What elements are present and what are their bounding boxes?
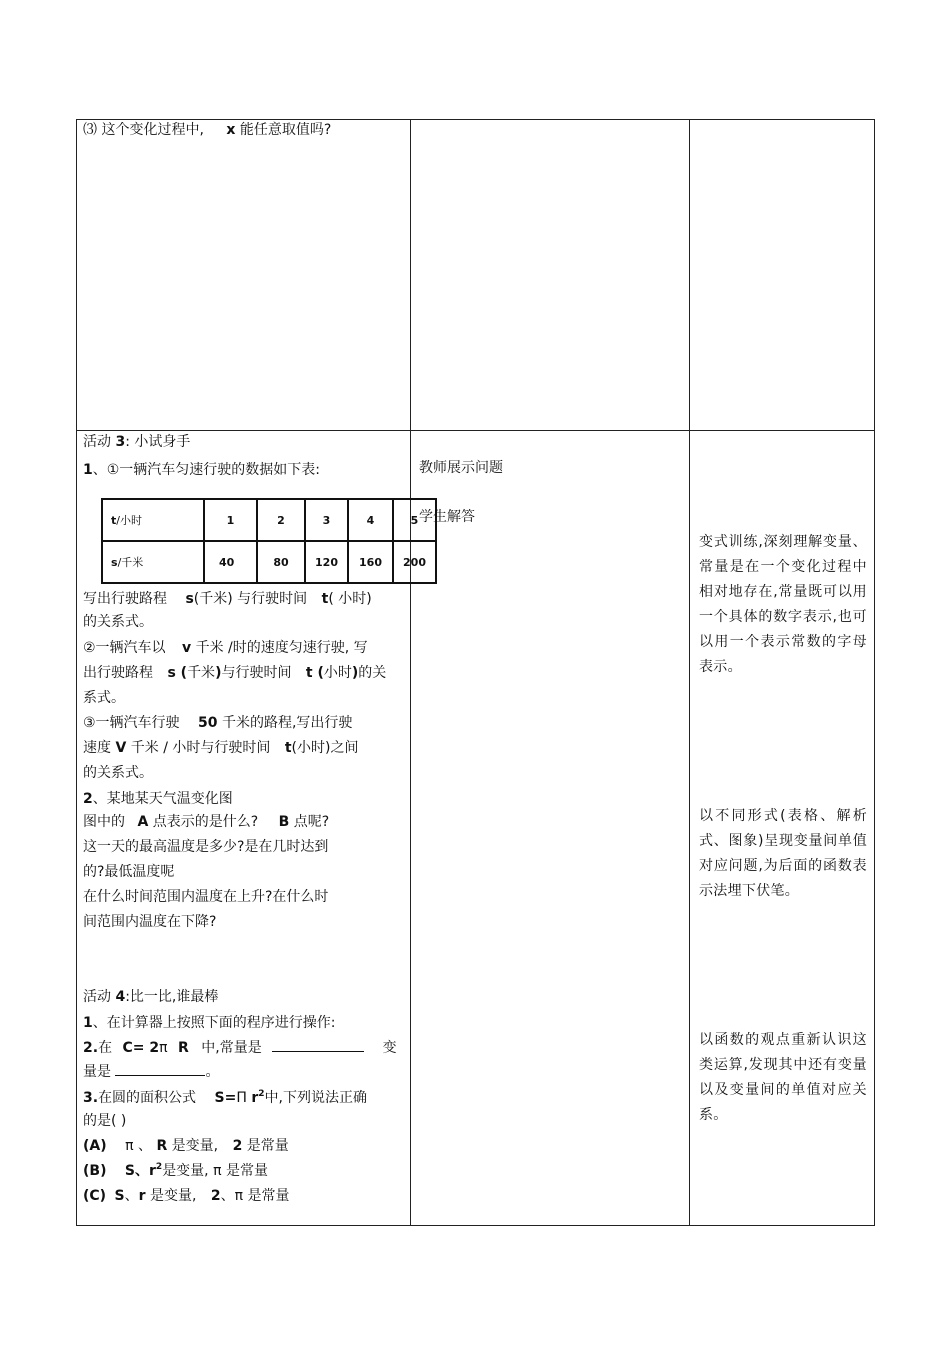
table-cell: 3 [305, 499, 348, 541]
q1b-l2-d: 与行驶时间 [221, 665, 292, 681]
table-cell: 160 [348, 541, 393, 583]
q1b-l1-v: v [182, 640, 192, 656]
q1c-l2-b: 千米 / 小时与行驶时间 [130, 740, 271, 756]
table-bottom-border [76, 1225, 875, 1226]
activity-4-q3-line-2: 的是( ) [83, 1113, 127, 1129]
question-3-prefix: ⑶ 这个变化过程中, [83, 122, 204, 138]
q2-line-3: 的?最低温度呢 [83, 864, 175, 880]
student-action: 学生解答 [419, 509, 475, 525]
q2-line-5: 间范围内温度在下降? [83, 914, 217, 930]
a4q2-c: 变 [382, 1040, 397, 1056]
activity-4-title-prefix: 活动 [83, 989, 111, 1005]
design-note-3: 以函数的观点重新认识这类运算,发现其中还有变量以及变量间的单值对应关系。 [699, 1032, 867, 1123]
table-cell: 2 [257, 499, 305, 541]
q1b-l2-s: s ( [167, 665, 188, 681]
a4q3-b: 中,下列说法正确 [264, 1090, 367, 1106]
a4q2-pi: π [159, 1040, 168, 1056]
q1b-l2-a: 出行驶路程 [83, 665, 153, 681]
q2-l1-b: 点表示的是什么? [152, 814, 259, 830]
q1c-l2-v: V [115, 740, 127, 756]
question-3-suffix: 能任意取值吗? [239, 122, 332, 138]
activity-3-title-num: 3 [115, 434, 126, 450]
design-note-1: 变式训练,深刻理解变量、常量是在一个变化过程中相对地存在,常量既可以用一个具体的数字表示,也可以用一个表示常数的字母表示。 [699, 534, 867, 675]
table-cell: 1 [204, 499, 257, 541]
option-a-text-b: 是变量, [171, 1138, 219, 1154]
q1c-l2-c: (小时)之间 [291, 740, 359, 756]
activity-4-q1-num: 1 [83, 1015, 93, 1031]
q2-l1-a: 图中的 [83, 814, 125, 830]
a4q2-R: R [178, 1040, 189, 1056]
option-c-S: S [114, 1188, 125, 1204]
q1c-l1-a: ③一辆汽车行驶 [83, 715, 180, 731]
q1a-line-2: 的关系式。 [83, 614, 153, 630]
table-row-divider [76, 430, 875, 431]
q1a-l1-s: s [185, 591, 194, 607]
q1c-l1-b: 千米的路程,写出行驶 [221, 715, 353, 731]
table-cell: 80 [257, 541, 305, 583]
a4q3-r: r [251, 1090, 259, 1106]
q2-num: 2 [83, 791, 93, 807]
option-c-n: 2 [210, 1188, 221, 1204]
table-col-divider-2 [689, 119, 690, 1226]
option-c[interactable] [83, 1186, 290, 1206]
q1a-l1-c: ( 小时) [328, 591, 372, 607]
activity-3-q1 [83, 460, 320, 480]
q1b-line-3: 系式。 [83, 690, 125, 706]
q1b-line-1 [83, 638, 368, 658]
option-c-text-c: 、π 是常量 [220, 1188, 290, 1204]
option-c-r: r [138, 1188, 146, 1204]
table-cell: 200 [393, 541, 436, 583]
a4q3-num: 3. [83, 1090, 99, 1106]
option-a-label: (A) [83, 1138, 107, 1154]
option-b[interactable] [83, 1161, 268, 1183]
q1b-l1-a: ②一辆汽车以 [83, 640, 166, 656]
answer-blank-variable[interactable] [115, 1074, 205, 1076]
q1c-l1-n: 50 [198, 715, 218, 731]
table-cell: 120 [305, 541, 348, 583]
table-right-border [874, 119, 875, 1226]
option-a-R: R [156, 1138, 168, 1154]
q2-line-1 [83, 812, 329, 832]
option-b-sup: 2 [155, 1162, 163, 1172]
a4q2-l2-a: 量是 [83, 1064, 111, 1080]
table-row [102, 541, 436, 583]
option-c-text-b: 是变量, [149, 1188, 197, 1204]
table-row [102, 499, 436, 541]
table-cell: 40 [204, 541, 257, 583]
q2-line-2: 这一天的最高温度是多少?是在几时达到 [83, 839, 329, 855]
option-a[interactable] [83, 1136, 289, 1156]
activity-4-q3-line-1 [83, 1088, 367, 1110]
q1b-l2-t: t ( [305, 665, 324, 681]
a4q2-l2-b: 。 [205, 1064, 220, 1080]
q1b-l2-f: ) [351, 665, 359, 681]
q1c-line-1 [83, 713, 352, 733]
table-header-s-unit: /千米 [117, 556, 144, 569]
table-header-s-var: s [111, 556, 118, 569]
activity-4-title-suffix: :比一比,谁最棒 [125, 989, 219, 1005]
q2-line-4: 在什么时间范围内温度在上升?在什么时 [83, 889, 329, 905]
option-c-sep: 、 [124, 1188, 139, 1204]
table-left-border [76, 119, 77, 1226]
question-3 [83, 120, 331, 140]
q1b-line-2 [83, 663, 386, 683]
table-cell: 5 [393, 499, 436, 541]
option-a-text-c: 是常量 [246, 1138, 289, 1154]
question-3-var: x [226, 122, 236, 138]
a4q2-b: 中,常量是 [201, 1040, 262, 1056]
q1a-l1-b: (千米) 与行驶时间 [193, 591, 308, 607]
table-header-t [102, 499, 204, 541]
a4q2-formula: C= 2 [122, 1040, 160, 1056]
a4q2-a: 在 [98, 1040, 113, 1056]
table-col-divider-1 [410, 119, 411, 1226]
a4q3-a: 在圆的面积公式 [98, 1090, 197, 1106]
q1a-line-1 [83, 589, 372, 609]
activity-3-q1-num: 1 [83, 462, 93, 478]
a4q2-num: 2. [83, 1040, 99, 1056]
q1c-line-2 [83, 738, 358, 758]
teacher-action: 教师展示问题 [419, 460, 503, 476]
activity-3-q1-text: 、①一辆汽车匀速行驶的数据如下表: [92, 462, 321, 478]
q1b-l2-e: 小时 [323, 665, 352, 681]
activity-3-title [83, 432, 190, 452]
q1b-l2-c: ) [215, 665, 222, 681]
q2-l1-B: B [278, 814, 290, 830]
q2-l1-A: A [137, 814, 149, 830]
activity-4-q1 [83, 1013, 335, 1033]
answer-blank-constant[interactable] [272, 1050, 364, 1052]
activity-4-title-num: 4 [115, 989, 126, 1005]
table-header-t-var: t [111, 514, 117, 527]
q1c-line-3: 的关系式。 [83, 765, 153, 781]
a4q3-sup: 2 [258, 1089, 265, 1099]
q1c-l2-t: t [284, 740, 292, 756]
option-b-text-b: 是变量, π 是常量 [162, 1163, 268, 1179]
q1b-l1-b: 千米 /时的速度匀速行驶, 写 [195, 640, 368, 656]
q1b-l2-b: 千米 [187, 665, 216, 681]
option-a-n: 2 [232, 1138, 243, 1154]
a4q3-S: S= [214, 1090, 237, 1106]
q2-l1-c: 点呢? [293, 814, 330, 830]
activity-4-q2-line-1 [83, 1038, 397, 1058]
activity-3-title-suffix: : 小试身手 [125, 434, 191, 450]
option-c-label: (C) [83, 1188, 107, 1204]
option-a-text-a: π 、 [125, 1138, 152, 1154]
activity-4-q2-line-2 [83, 1062, 219, 1082]
q2-title-text: 、某地某天气温变化图 [92, 791, 233, 807]
q1a-l1-a: 写出行驶路程 [83, 591, 167, 607]
table-header-t-unit: /小时 [116, 514, 142, 527]
option-b-S: S、r [124, 1163, 156, 1179]
q1a-l1-t: t [321, 591, 329, 607]
activity-4-title [83, 987, 218, 1007]
speed-data-table [101, 498, 437, 584]
option-b-label: (B) [83, 1163, 107, 1179]
q1b-l2-g: 的关 [358, 665, 387, 681]
activity-4-q1-text: 、在计算器上按照下面的程序进行操作: [92, 1015, 336, 1031]
table-header-s [102, 541, 204, 583]
activity-3-title-prefix: 活动 [83, 434, 111, 450]
q2-title [83, 789, 233, 809]
a4q3-pi: Π [236, 1090, 247, 1106]
design-note-2: 以不同形式(表格、解析式、图象)呈现变量间单值对应问题,为后面的函数表示法埋下伏笔。 [699, 808, 867, 899]
table-cell: 4 [348, 499, 393, 541]
q1c-l2-a: 速度 [83, 740, 111, 756]
